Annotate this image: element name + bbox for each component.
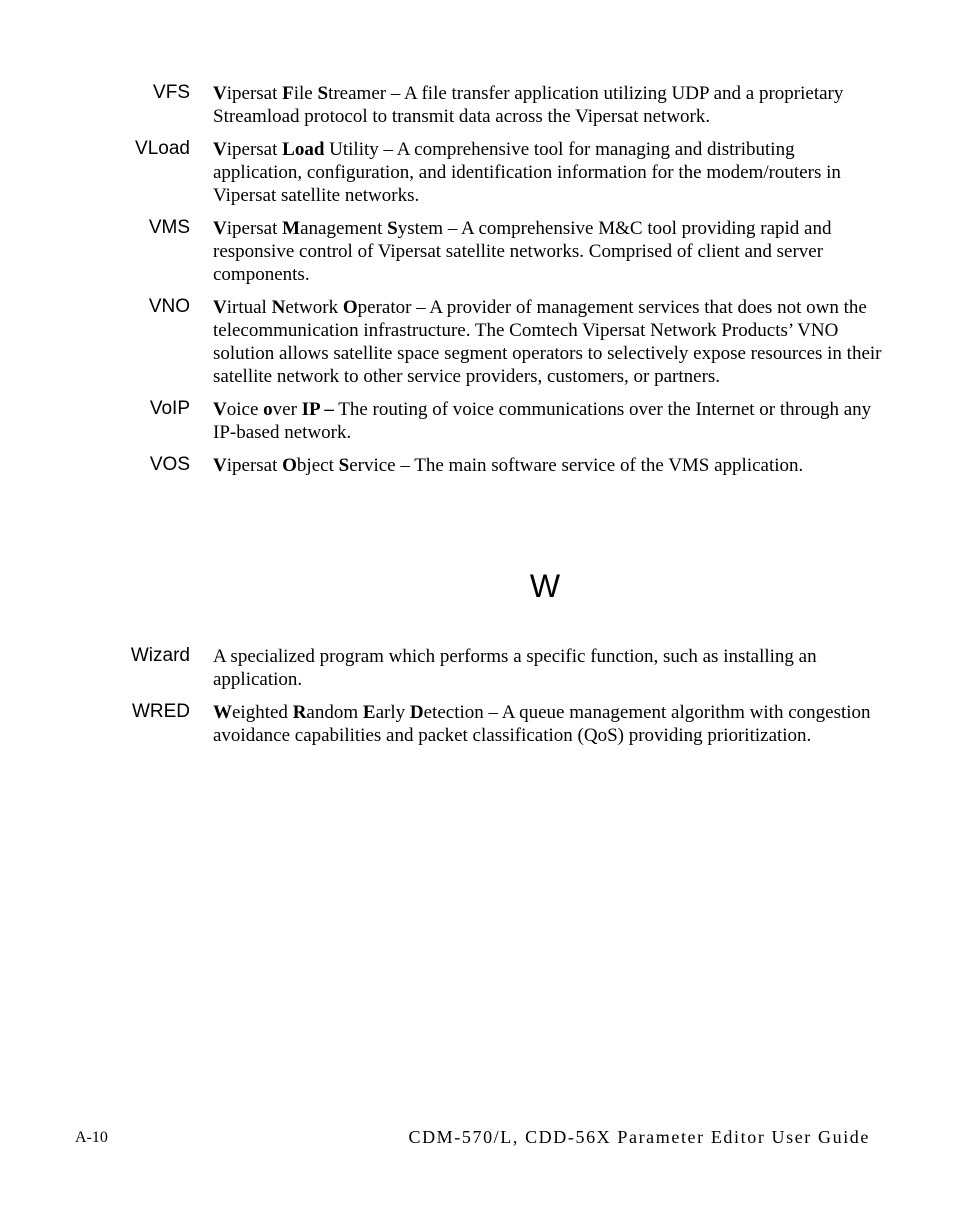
- definition-text: perator – A provider of management services that does not own the telecommunication infrastructure. The Comtech Vipersat Network Products’ VNO solution allows satellite space segment operators to selectively expose resources in their satellite network to other service providers, customers, or partners.: [213, 297, 882, 387]
- glossary-definition: [213, 398, 883, 444]
- definition-emphasis: W: [213, 702, 232, 723]
- definition-emphasis: V: [213, 455, 227, 476]
- definition-text: irtual: [226, 297, 272, 318]
- glossary-term: VNO: [148, 296, 190, 317]
- definition-text: etection – A queue management algorithm with congestion avoidance capabilities and packet classification (QoS) providing prioritization.: [213, 702, 871, 746]
- definition-emphasis: V: [213, 297, 227, 318]
- definition-text: ver: [272, 399, 302, 420]
- glossary-term: VMS: [148, 217, 190, 238]
- definition-emphasis: R: [292, 702, 307, 723]
- definition-text: anagement: [300, 218, 388, 239]
- definition-emphasis: O: [282, 455, 297, 476]
- definition-text: treamer – A file transfer application utilizing UDP and a proprietary Streamload protocol to transmit data across the Vipersat network.: [213, 83, 844, 127]
- definition-text: ervice – The main software service of the VMS application.: [349, 455, 804, 476]
- definition-emphasis: E: [362, 702, 376, 723]
- definition-emphasis: V: [213, 139, 227, 160]
- definition-emphasis: V: [213, 218, 227, 239]
- glossary-definition: [213, 701, 883, 747]
- glossary-definition: [213, 217, 883, 286]
- definition-text: A specialized program which performs a specific function, such as installing an application.: [213, 646, 817, 690]
- glossary-entry: [0, 296, 954, 388]
- glossary-definition: [213, 138, 883, 207]
- definition-text: etwork: [285, 297, 343, 318]
- definition-emphasis: S: [338, 455, 350, 476]
- glossary-term: VOS: [149, 454, 190, 475]
- definition-text: ipersat: [226, 455, 283, 476]
- definition-emphasis: M: [282, 218, 301, 239]
- glossary-entry: [0, 701, 954, 747]
- glossary-entry: [0, 217, 954, 286]
- definition-emphasis: Load: [282, 139, 325, 160]
- definition-text: ipersat: [226, 218, 283, 239]
- glossary-definition: [213, 645, 883, 691]
- definition-emphasis: V: [213, 83, 227, 104]
- definition-text: ile: [293, 83, 318, 104]
- glossary-definition: [213, 454, 883, 477]
- definition-emphasis: o: [263, 399, 273, 420]
- definition-text: Utility – A comprehensive tool for managing and distributing application, configuration, and identification information for the modem/routers in Vipersat satellite networks.: [213, 139, 841, 206]
- definition-text: arly: [375, 702, 410, 723]
- glossary-entry: [0, 82, 954, 128]
- definition-emphasis: S: [317, 83, 329, 104]
- definition-text: oice: [226, 399, 264, 420]
- definition-emphasis: S: [387, 218, 398, 239]
- definition-emphasis: V: [213, 399, 227, 420]
- definition-text: The routing of voice communications over the Internet or through any IP-based network.: [213, 399, 872, 443]
- definition-text: ipersat: [226, 83, 283, 104]
- glossary-definition: [213, 82, 883, 128]
- glossary-entry: [0, 398, 954, 444]
- definition-text: andom: [306, 702, 363, 723]
- glossary-term: VoIP: [149, 398, 190, 419]
- definition-emphasis: O: [342, 297, 358, 318]
- definition-emphasis: D: [409, 702, 424, 723]
- glossary-section-v: [0, 82, 954, 487]
- glossary-term: WRED: [131, 701, 190, 722]
- definition-emphasis: N: [271, 297, 286, 318]
- glossary-entry: [0, 645, 954, 691]
- glossary-entry: [0, 454, 954, 477]
- section-letter-heading: W: [529, 568, 561, 604]
- glossary-term: VFS: [153, 82, 190, 103]
- definition-text: ystem – A comprehensive M&C tool providing rapid and responsive control of Vipersat satellite networks. Comprised of client and server components.: [213, 218, 832, 285]
- document-title: CDM-570/L, CDD-56X Parameter Editor User Guide: [408, 1127, 870, 1147]
- glossary-entry: [0, 138, 954, 207]
- page-number: A-10: [75, 1129, 108, 1146]
- definition-emphasis: IP –: [301, 399, 334, 420]
- definition-text: ipersat: [226, 139, 283, 160]
- definition-text: eighted: [232, 702, 293, 723]
- definition-text: bject: [296, 455, 339, 476]
- glossary-definition: [213, 296, 883, 388]
- glossary-section-w: [0, 645, 954, 757]
- glossary-term: VLoad: [135, 138, 190, 159]
- glossary-term: Wizard: [130, 645, 190, 666]
- definition-emphasis: F: [282, 83, 294, 104]
